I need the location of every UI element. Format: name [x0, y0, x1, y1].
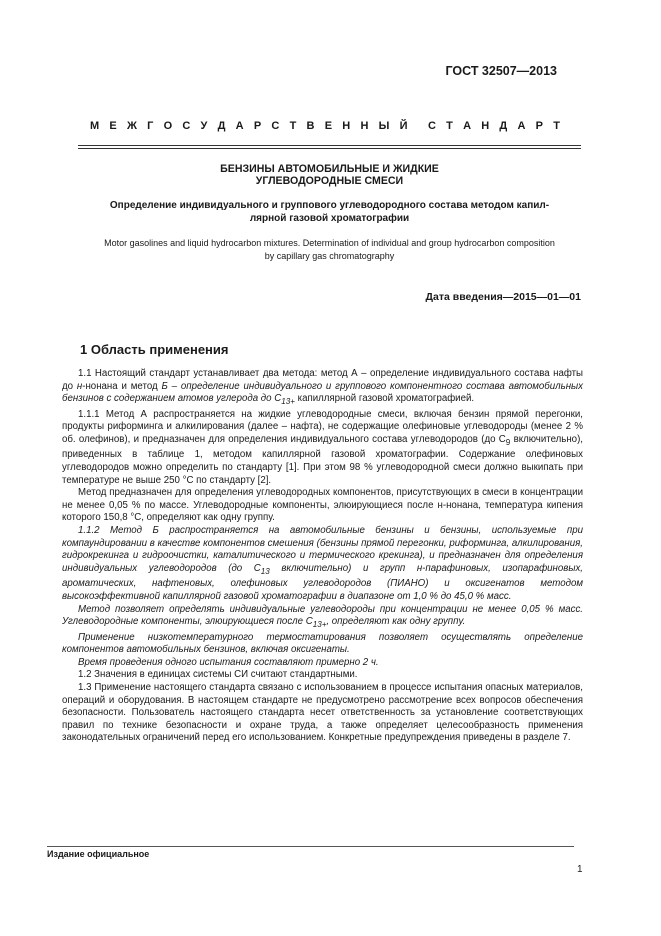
- official-edition-label: Издание официальное: [47, 849, 150, 859]
- banner-letter: Р: [253, 120, 262, 132]
- text-run: Б – определение индивидуального и группового компонентного состава автомобильных бензинов с содержанием атомов углерода до C: [62, 380, 583, 405]
- text-run: , определяют как одну группу.: [326, 616, 466, 628]
- banner-letter: Т: [289, 120, 297, 132]
- paragraph-low-temp: Применение низкотемпературного термостатирования позволяет осуществлять определение компонентов автомобильных бензинов, включая оксигенаты.: [62, 631, 583, 656]
- text-run: Метод позволяет определять индивидуальные углеводороды при концентрации не менее 0,05 % масс. Углеводородные компоненты, элюирующиеся после C: [62, 603, 583, 628]
- banner-letter: Е: [324, 120, 333, 132]
- header-divider: [78, 148, 581, 149]
- paragraph-1-1: [62, 368, 583, 409]
- banner-letter: Н: [360, 120, 369, 132]
- document-title: [78, 163, 581, 187]
- interstate-standard-banner: [90, 120, 560, 132]
- banner-letter: Г: [147, 120, 154, 132]
- subtitle-line: лярной газовой хроматографии: [249, 213, 410, 224]
- banner-letter: С: [271, 120, 280, 132]
- document-subtitle: [78, 199, 581, 225]
- footer-divider: [47, 846, 574, 847]
- text-run: -нонана и метод: [82, 380, 162, 392]
- banner-letter: А: [463, 120, 472, 132]
- paragraph-method-a-purpose: Метод предназначен для определения углеводородных компонентов, присутствующих в смеси в концентрации не менее 0,05 % по массе. Углеводородные компоненты, элюирующиеся после н-нонана, температура кипения которого 150,8 °С, определяют как одну группу.: [62, 487, 583, 524]
- paragraph-method-b-capability: [62, 604, 583, 632]
- page-number: 1: [577, 864, 583, 875]
- subscript: 9: [505, 437, 511, 447]
- banner-letter: В: [306, 120, 315, 132]
- banner-letter: О: [163, 120, 173, 132]
- banner-letter: Д: [217, 120, 226, 132]
- banner-letter: С: [182, 120, 191, 132]
- section-body: [62, 368, 583, 745]
- paragraph-1-1-1: [62, 409, 583, 488]
- banner-letter: Н: [342, 120, 351, 132]
- banner-letter: Й: [399, 120, 408, 132]
- paragraph-1-2: 1.2 Значения в единицах системы СИ считают стандартными.: [78, 669, 358, 681]
- text-run: 1.1 Настоящий стандарт устанавливает два метода: метод А – определение индивидуального состава нафты до: [62, 368, 583, 392]
- banner-letter: А: [235, 120, 244, 132]
- banner-letter: Т: [553, 120, 560, 132]
- paragraph-1-1-2: [62, 525, 583, 604]
- text-run: включительно) и групп н-парафиновых, изопарафиновых, ароматических, нафтеновых, олефиновых углеводородов (ПИАНО) и оксигенатов методом высокоэффективной капиллярной газовой хроматографии в диапазоне от 1,0 % до 45,0 % масс.: [62, 562, 583, 602]
- subscript: 13+: [312, 620, 327, 630]
- text-run: включительно), приведенных в таблице 1, методом капиллярной газовой хроматографии. Содержание олефиновых углеводородов можно определить по стандарту [1]. При этом 98 % углеводородной смеси должно выкипать при температуре не выше 250 °С по стандарту [2].: [62, 433, 583, 486]
- banner-letter: Т: [446, 120, 453, 132]
- banner-letter: Ы: [378, 120, 390, 132]
- introduction-date: Дата введения—2015—01—01: [425, 291, 581, 303]
- subscript: 13+: [281, 397, 295, 407]
- banner-letter: А: [517, 120, 526, 132]
- english-title: [78, 237, 581, 263]
- banner-letter: М: [90, 120, 100, 132]
- english-title-line: Motor gasolines and liquid hydrocarbon mixtures. Determination of individual and group hydrocarbon composition: [104, 238, 555, 248]
- banner-letter: С: [427, 120, 436, 132]
- standard-number: ГОСТ 32507—2013: [445, 64, 557, 78]
- banner-letter: Ж: [126, 120, 137, 132]
- paragraph-test-time: Время проведения одного испытания составляют примерно 2 ч.: [78, 656, 379, 668]
- title-line: БЕНЗИНЫ АВТОМОБИЛЬНЫЕ И ЖИДКИЕ: [220, 163, 439, 175]
- paragraph-1-3: 1.3 Применение настоящего стандарта связано с использованием в процессе испытания опасных материалов, операций и оборудования. В настоящем стандарте не предусмотрено рассмотрение всех вопросов обеспечения безопасности. Пользователь настоящего стандарта несет ответственность за установление соответствующих правил по технике безопасности и охране труда, а также определяет целесообразность применения законодательных ограничений перед его использованием. Конкретные предупреждения приведены в разделе 7.: [62, 682, 583, 744]
- section-heading: 1 Область применения: [80, 342, 229, 357]
- banner-letter: Р: [535, 120, 543, 132]
- text-run: 1.1.1 Метод А распространяется на жидкие углеводородные смеси, включая бензин прямой перегонки, продукты риформинга и алкилирования (далее – нафта), не содержащие олефиновые углеводороды (менее 2 % об. олефинов), и предназначен для определения индивидуального состава углеводородов (до C: [62, 408, 583, 445]
- text-run: 1.1.2 Метод Б распространяется на автомобильные бензины и бензины, используемые при компаундировании в качестве компонентов смешения (бензины прямой перегонки, риформинга, алкилирования, гидрокрекинга и гидроочистки, каталитического и термического крекинга), и предназначен для определения индивидуальных углеводородов (до C: [62, 525, 583, 574]
- text-run: н: [76, 380, 83, 392]
- banner-letter: Д: [499, 120, 508, 132]
- banner-letter: Е: [109, 120, 117, 132]
- text-run: капиллярной газовой хроматографией.: [294, 393, 475, 405]
- subtitle-line: Определение индивидуального и группового углеводородного состава методом капил-: [109, 200, 550, 211]
- banner-letter: У: [200, 120, 208, 132]
- english-title-line: by capillary gas chromatography: [264, 251, 395, 261]
- banner-letter: Н: [481, 120, 490, 132]
- header-divider: [78, 145, 581, 146]
- subscript: 13: [260, 566, 270, 576]
- title-line: УГЛЕВОДОРОДНЫЕ СМЕСИ: [255, 175, 404, 187]
